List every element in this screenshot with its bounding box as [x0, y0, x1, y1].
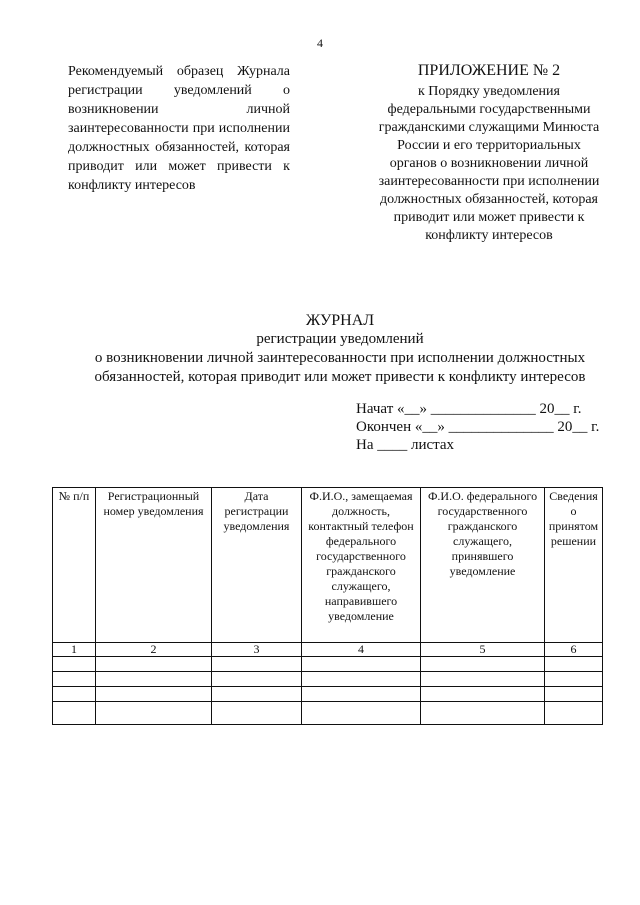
header-cell-decision: Сведения о принятом решении — [545, 488, 603, 643]
appendix-line: России и его территориальных — [397, 138, 581, 153]
appendix-line: органов о возникновении личной — [389, 156, 589, 171]
table-header-row — [53, 488, 603, 643]
table-cell — [421, 687, 545, 702]
table-row — [53, 687, 603, 702]
column-number: 3 — [212, 643, 302, 657]
column-number: 6 — [545, 643, 603, 657]
journal-title: ЖУРНАЛ — [305, 312, 375, 329]
journal-subtitle — [40, 330, 640, 387]
table-cell — [302, 672, 421, 687]
journal-subtitle-line: регистрации уведомлений — [256, 331, 424, 347]
table-cell — [212, 657, 302, 672]
column-number: 1 — [53, 643, 96, 657]
appendix-line: федеральными государственными — [387, 102, 591, 117]
appendix-line: должностных обязанностей, которая — [380, 192, 598, 207]
table-cell — [212, 702, 302, 725]
column-number-row — [53, 643, 603, 657]
table-cell — [545, 687, 603, 702]
table-cell — [53, 702, 96, 725]
table-cell — [545, 657, 603, 672]
table-cell — [302, 702, 421, 725]
table-cell — [545, 672, 603, 687]
header-cell-sender: Ф.И.О., замещаемая должность, контактный телефон федерального государственного гражданского служащего, направившего уведомление — [302, 488, 421, 643]
journal-subtitle-line: обязанностей, которая приводит или может привести к конфликту интересов — [94, 369, 586, 385]
table-row — [53, 657, 603, 672]
table-cell — [545, 702, 603, 725]
start-date-line: Начат «__» ______________ 20__ г. — [356, 401, 582, 417]
table-cell — [96, 687, 212, 702]
sheets-count-line: На ____ листах — [356, 437, 455, 453]
table-row — [53, 672, 603, 687]
column-number: 4 — [302, 643, 421, 657]
appendix-block — [358, 60, 620, 245]
table-cell — [302, 687, 421, 702]
header-cell-receiver: Ф.И.О. федерального государственного гражданского служащего, принявшего уведомление — [421, 488, 545, 643]
table-row — [53, 702, 603, 725]
header-cell-reg-number: Регистрационный номер уведомления — [96, 488, 212, 643]
table-cell — [53, 672, 96, 687]
table-cell — [96, 657, 212, 672]
appendix-line: конфликту интересов — [425, 228, 553, 243]
appendix-line: к Порядку уведомления — [418, 84, 560, 99]
header-cell-reg-date: Дата регистрации уведомления — [212, 488, 302, 643]
end-date-line: Окончен «__» ______________ 20__ г. — [356, 419, 600, 435]
journal-subtitle-line: о возникновении личной заинтересованности при исполнении должностных — [94, 350, 586, 366]
appendix-line: приводит или может привести к — [393, 210, 585, 225]
appendix-line: заинтересованности при исполнении — [378, 174, 600, 189]
table-cell — [302, 657, 421, 672]
table-cell — [421, 657, 545, 672]
appendix-line: гражданскими служащими Минюста — [378, 120, 600, 135]
appendix-title: ПРИЛОЖЕНИЕ № 2 — [417, 62, 561, 79]
table-cell — [96, 672, 212, 687]
journal-dates — [356, 400, 599, 454]
column-number: 2 — [96, 643, 212, 657]
table-cell — [421, 672, 545, 687]
sample-note: Рекомендуемый образец Журнала регистрации уведомлений о возникновении личной заинтересованности при исполнении должностных обязанностей, которая приводит или может привести к конфликту интересов — [68, 64, 290, 193]
page-number: 4 — [317, 36, 323, 50]
table-cell — [53, 687, 96, 702]
table-cell — [53, 657, 96, 672]
table-cell — [212, 687, 302, 702]
journal-table — [52, 487, 603, 725]
table-cell — [96, 702, 212, 725]
column-number: 5 — [421, 643, 545, 657]
table-cell — [212, 672, 302, 687]
header-cell-number: № п/п — [53, 488, 96, 643]
table-cell — [421, 702, 545, 725]
